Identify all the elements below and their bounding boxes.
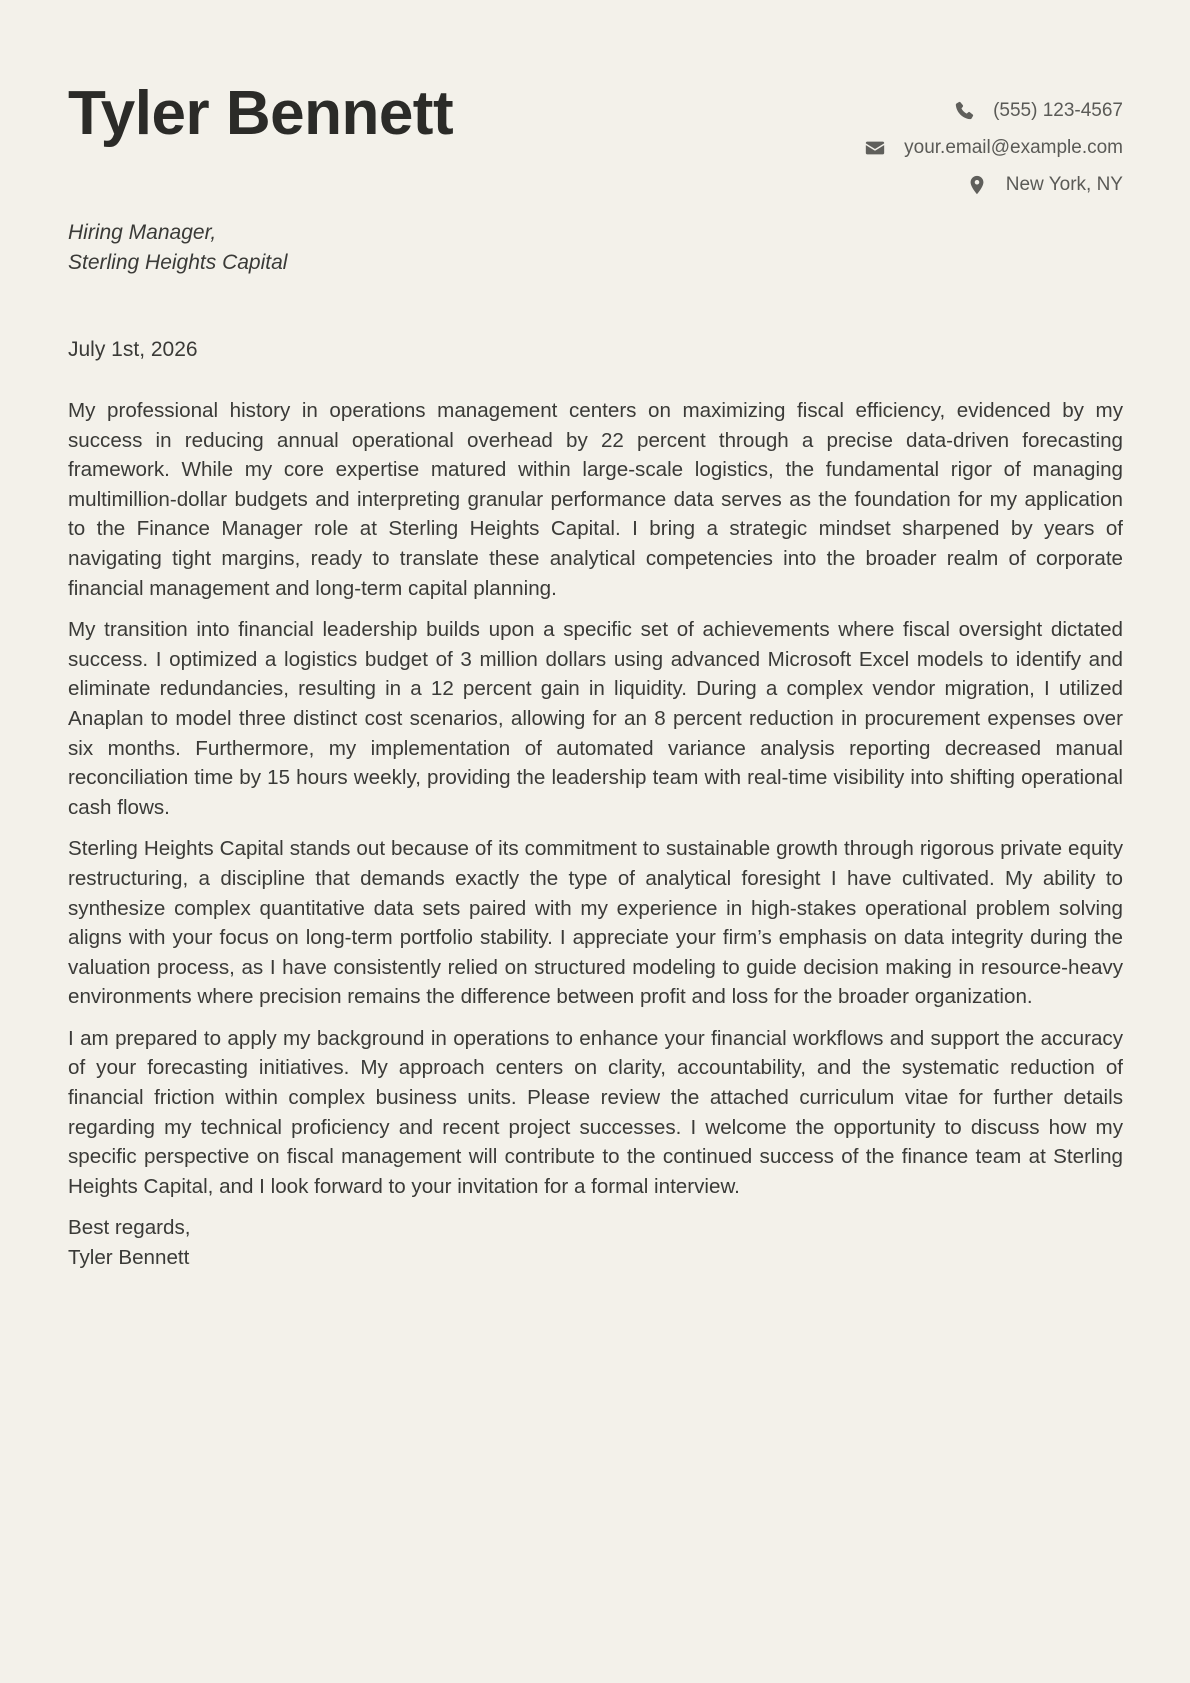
body-paragraph: Sterling Heights Capital stands out because of its commitment to sustainable growth through rigorous private equity restructuring, a discipline that demands exactly the type of analytical foresight I have cultivated. My ability to synthesize complex quantitative data sets paired with my experience in high-stakes operational problem solving aligns with your focus on long-term portfolio stability. I appreciate your firm’s emphasis on data integrity during the valuation process, as I have consistently relied on structured modeling to guide decision making in resource-heavy environments where precision remains the difference between profit and loss for the broader organization. bbox=[68, 837, 1123, 1009]
contact-info bbox=[864, 92, 1123, 203]
recipient-block bbox=[68, 218, 287, 278]
contact-email-row bbox=[864, 129, 1123, 166]
closing-signature: Tyler Bennett bbox=[68, 1246, 190, 1270]
phone-icon bbox=[953, 100, 975, 122]
body-paragraph: I am prepared to apply my background in operations to enhance your financial workflows and support the accuracy of your forecasting initiatives. My approach centers on clarity, accountability, and the systematic reduction of financial friction within complex business units. Please review the attached curriculum vitae for further details regarding my technical proficiency and recent project successes. I welcome the opportunity to discuss how my specific perspective on fiscal management will contribute to the continued success of the finance team at Sterling Heights Capital, and I look forward to your invitation for a formal interview. bbox=[68, 1026, 1123, 1198]
contact-phone: (555) 123-4567 bbox=[993, 100, 1123, 121]
letter-header bbox=[68, 0, 1123, 210]
body-paragraph: My professional history in operations management centers on maximizing fiscal efficiency, evidenced by my success in reducing annual operational overhead by 22 percent through a precise data-driven forecasting framework. While my core expertise matured within large-scale logistics, the fundamental rigor of managing multimillion-dollar budgets and interpreting granular performance data serves as the foundation for my application to the Finance Manager role at Sterling Heights Capital. I bring a strategic mindset sharpened by years of navigating tight margins, ready to translate these analytical competencies into the broader realm of corporate financial management and long-term capital planning. bbox=[68, 399, 1123, 600]
applicant-name: Tyler Bennett bbox=[68, 79, 454, 148]
contact-phone-row bbox=[864, 92, 1123, 129]
closing-salutation: Best regards, bbox=[68, 1216, 191, 1240]
map-pin-icon bbox=[966, 174, 988, 196]
contact-email: your.email@example.com bbox=[904, 137, 1123, 158]
contact-location-row bbox=[864, 166, 1123, 203]
cover-letter-page bbox=[68, 0, 1123, 1683]
contact-location: New York, NY bbox=[1005, 174, 1123, 195]
recipient-company: Sterling Heights Capital bbox=[68, 251, 288, 274]
letter-body bbox=[68, 396, 1123, 1273]
recipient-title: Hiring Manager, bbox=[68, 221, 217, 244]
envelope-icon bbox=[864, 137, 886, 159]
letter-closing bbox=[68, 1213, 1123, 1272]
body-paragraph: My transition into financial leadership builds upon a specific set of achievements where fiscal oversight dictated success. I optimized a logistics budget of 3 million dollars using advanced Microsoft Excel models to identify and eliminate redundancies, resulting in a 12 percent gain in liquidity. During a complex vendor migration, I utilized Anaplan to model three distinct cost scenarios, allowing for an 8 percent reduction in procurement expenses over six months. Furthermore, my implementation of automated variance analysis reporting decreased manual reconciliation time by 15 hours weekly, providing the leadership team with real-time visibility into shifting operational cash flows. bbox=[68, 618, 1123, 819]
letter-date: July 1st, 2026 bbox=[68, 338, 198, 361]
